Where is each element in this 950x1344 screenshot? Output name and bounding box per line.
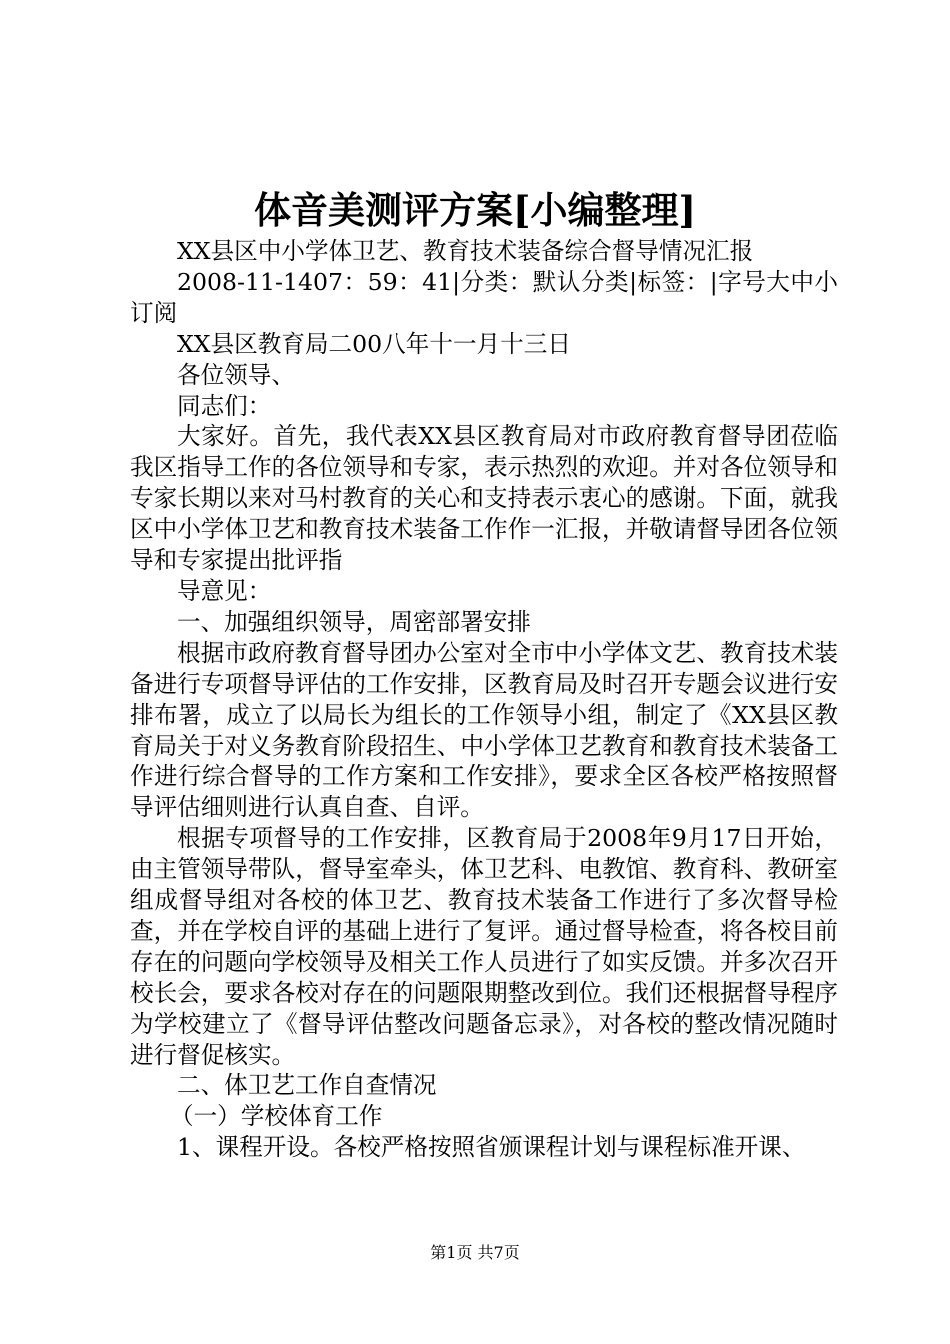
salutation-leaders: 各位领导、: [177, 360, 295, 389]
paragraph-organization: 根据市政府教育督导团办公室对全市中小学体文艺、教育技术装备进行专项督导评估的工作安排，区教育局及时召开专题会议进行安排布署，成立了以局长为组长的工作领导小组，制定了《XX县区教育局关于对义务教育阶段招生、中小学体卫艺教育和教育技术装备工作进行综合督导的工作方案和工作安排》，要求全区各校严格按照督导评估细则进行认真自查、自评。: [130, 638, 838, 822]
document-title: 体音美测评方案[小编整理]: [253, 188, 696, 232]
issuer-date: XX县区教育局二00八年十一月十三日: [177, 329, 571, 358]
section-heading-1: 一、加强组织领导，周密部署安排: [177, 607, 531, 636]
paragraph-welcome: 大家好。首先，我代表XX县区教育局对市政府教育督导团莅临我区指导工作的各位领导和专家，表示热烈的欢迎。并对各位领导和专家长期以来对马村教育的关心和支持表示衷心的感谢。下面，就我区中小学体卫艺和教育技术装备工作作一汇报，并敬请督导团各位领导和专家提出批评指: [130, 422, 838, 575]
paragraph-opinion: 导意见：: [177, 576, 272, 605]
subsection-heading-1: （一）学校体育工作: [170, 1102, 383, 1131]
paragraph-curriculum: 1、课程开设。各校严格按照省颁课程计划与课程标准开课、: [177, 1133, 806, 1162]
post-meta-line: 2008-11-1407：59：41|分类：默认分类|标签：|字号大中小订阅: [130, 267, 838, 327]
salutation-comrades: 同志们：: [177, 391, 272, 420]
document-body: [130, 236, 838, 1163]
page-footer: 第1页 共7页: [430, 1243, 520, 1262]
report-heading: XX县区中小学体卫艺、教育技术装备综合督导情况汇报: [177, 237, 754, 265]
section-heading-2: 二、体卫艺工作自查情况: [177, 1071, 437, 1100]
paragraph-inspection: 根据专项督导的工作安排，区教育局于2008年9月17日开始，由主管领导带队，督导室牵头，体卫艺科、电教馆、教育科、教研室组成督导组对各校的体卫艺、教育技术装备工作进行了多次督导检查，并在学校自评的基础上进行了复评。通过督导检查，将各校目前存在的问题向学校领导及相关工作人员进行了如实反馈。并多次召开校长会，要求各校对存在的问题限期整改到位。我们还根据督导程序为学校建立了《督导评估整改问题备忘录》，对各校的整改情况随时进行督促核实。: [130, 824, 838, 1069]
